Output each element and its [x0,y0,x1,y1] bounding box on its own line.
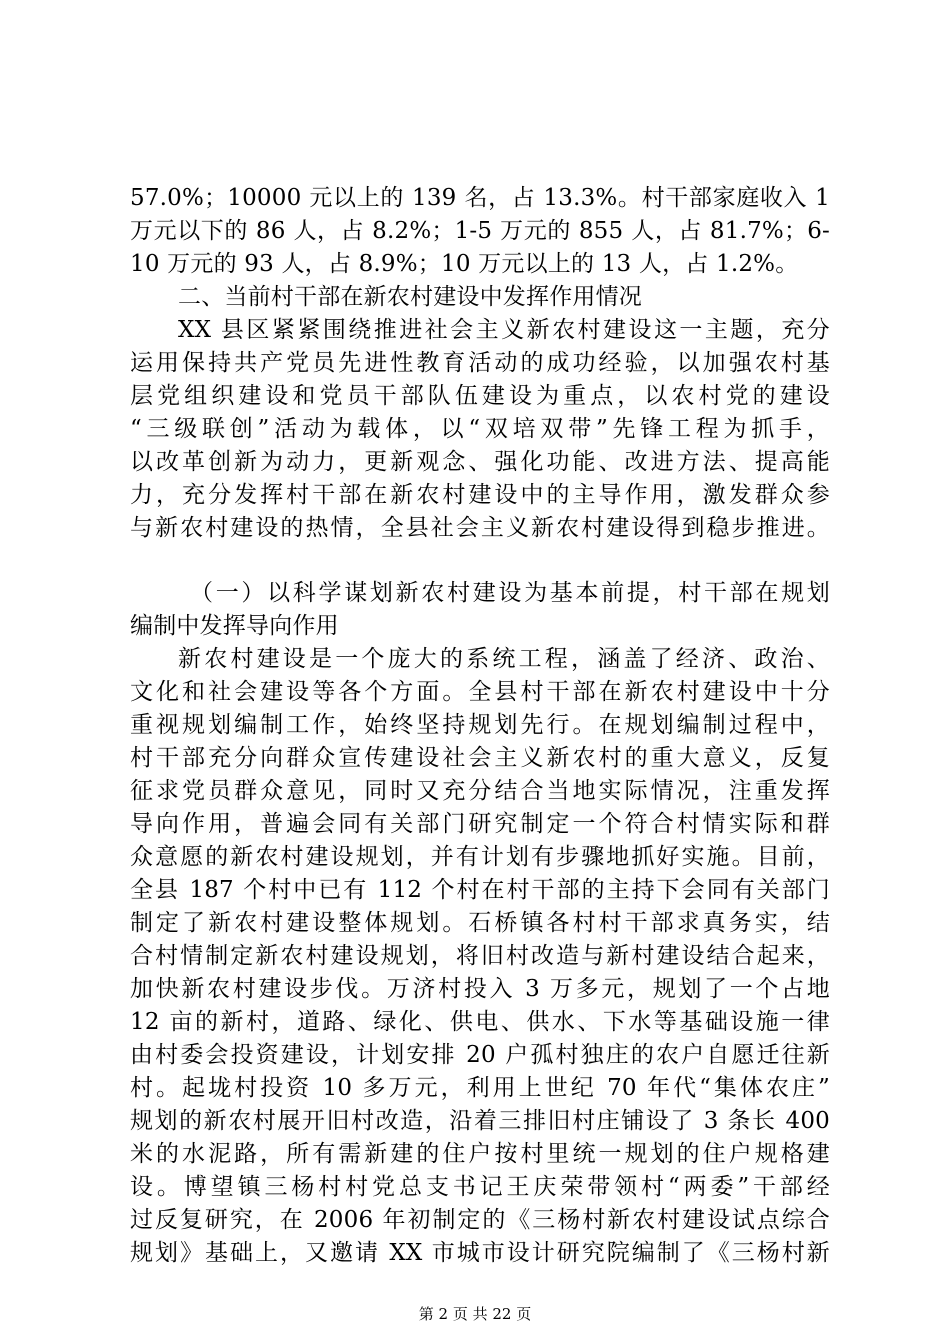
text-line: 新农村建设是一个庞大的系统工程，涵盖了经济、政治、 [178,646,830,672]
subsection-heading: （一）以科学谋划新农村建设为基本前提，村干部在规划 [190,580,830,606]
text-line: 设。博望镇三杨村村党总支书记王庆荣带领村“两委”干部经 [130,1174,830,1200]
text-line: 以改革创新为动力，更新观念、强化功能、改进方法、提高能 [130,449,830,475]
text-line: 征求党员群众意见，同时又充分结合当地实际情况，注重发挥 [130,778,830,804]
text-line: 制定了新农村建设整体规划。石桥镇各村村干部求真务实，结 [130,910,830,936]
text-line: 规划的新农村展开旧村改造，沿着三排旧村庄铺设了 3 条长 400 [130,1108,830,1134]
text-line: 村。起垅村投资 10 多万元，利用上世纪 70 年代“集体农庄” [130,1075,830,1101]
text-line: 米的水泥路，所有需新建的住户按村里统一规划的住户规格建 [130,1141,830,1167]
text-line: 重视规划编制工作，始终坚持规划先行。在规划编制过程中， [130,712,830,738]
text-line: 文化和社会建设等各个方面。全县村干部在新农村建设中十分 [130,679,830,705]
text-line: 导向作用，普遍会同有关部门研究制定一个符合村情实际和群 [130,811,830,837]
subsection-heading-cont: 编制中发挥导向作用 [130,613,339,639]
text-line: 10 万元的 93 人，占 8.9%；10 万元以上的 13 人，占 1.2%。 [130,251,799,277]
text-line: 层党组织建设和党员干部队伍建设为重点，以农村党的建设 [130,383,830,409]
text-line: 全县 187 个村中已有 112 个村在村干部的主持下会同有关部门 [130,877,830,903]
text-line: 众意愿的新农村建设规划，并有计划有步骤地抓好实施。目前， [130,844,830,870]
text-line: 12 亩的新村，道路、绿化、供电、供水、下水等基础设施一律 [130,1009,830,1035]
text-line: 合村情制定新农村建设规划，将旧村改造与新村建设结合起来， [130,943,830,969]
text-line: 运用保持共产党员先进性教育活动的成功经验，以加强农村基 [130,350,830,376]
text-line: 加快新农村建设步伐。万济村投入 3 万多元，规划了一个占地 [130,976,830,1002]
section-heading: 二、当前村干部在新农村建设中发挥作用情况 [178,284,642,310]
text-line: 由村委会投资建设，计划安排 20 户孤村独庄的农户自愿迁往新 [130,1042,830,1068]
text-line: 57.0%；10000 元以上的 139 名，占 13.3%。村干部家庭收入 1 [130,185,830,211]
text-line: 过反复研究，在 2006 年初制定的《三杨村新农村建设试点综合 [130,1207,830,1233]
text-line: 万元以下的 86 人，占 8.2%；1-5 万元的 855 人，占 81.7%；6- [130,218,830,244]
text-line: 力，充分发挥村干部在新农村建设中的主导作用，激发群众参 [130,482,830,508]
text-line: “三级联创”活动为载体，以“双培双带”先锋工程为抓手， [130,416,830,442]
page-footer: 第 2 页 共 22 页 [418,1305,532,1323]
text-line: 村干部充分向群众宣传建设社会主义新农村的重大意义，反复 [130,745,830,771]
text-line: 与新农村建设的热情，全县社会主义新农村建设得到稳步推进。 [130,515,830,541]
text-line: 规划》基础上，又邀请 XX 市城市设计研究院编制了《三杨村新 [130,1240,830,1266]
text-line: XX 县区紧紧围绕推进社会主义新农村建设这一主题，充分 [178,317,830,343]
